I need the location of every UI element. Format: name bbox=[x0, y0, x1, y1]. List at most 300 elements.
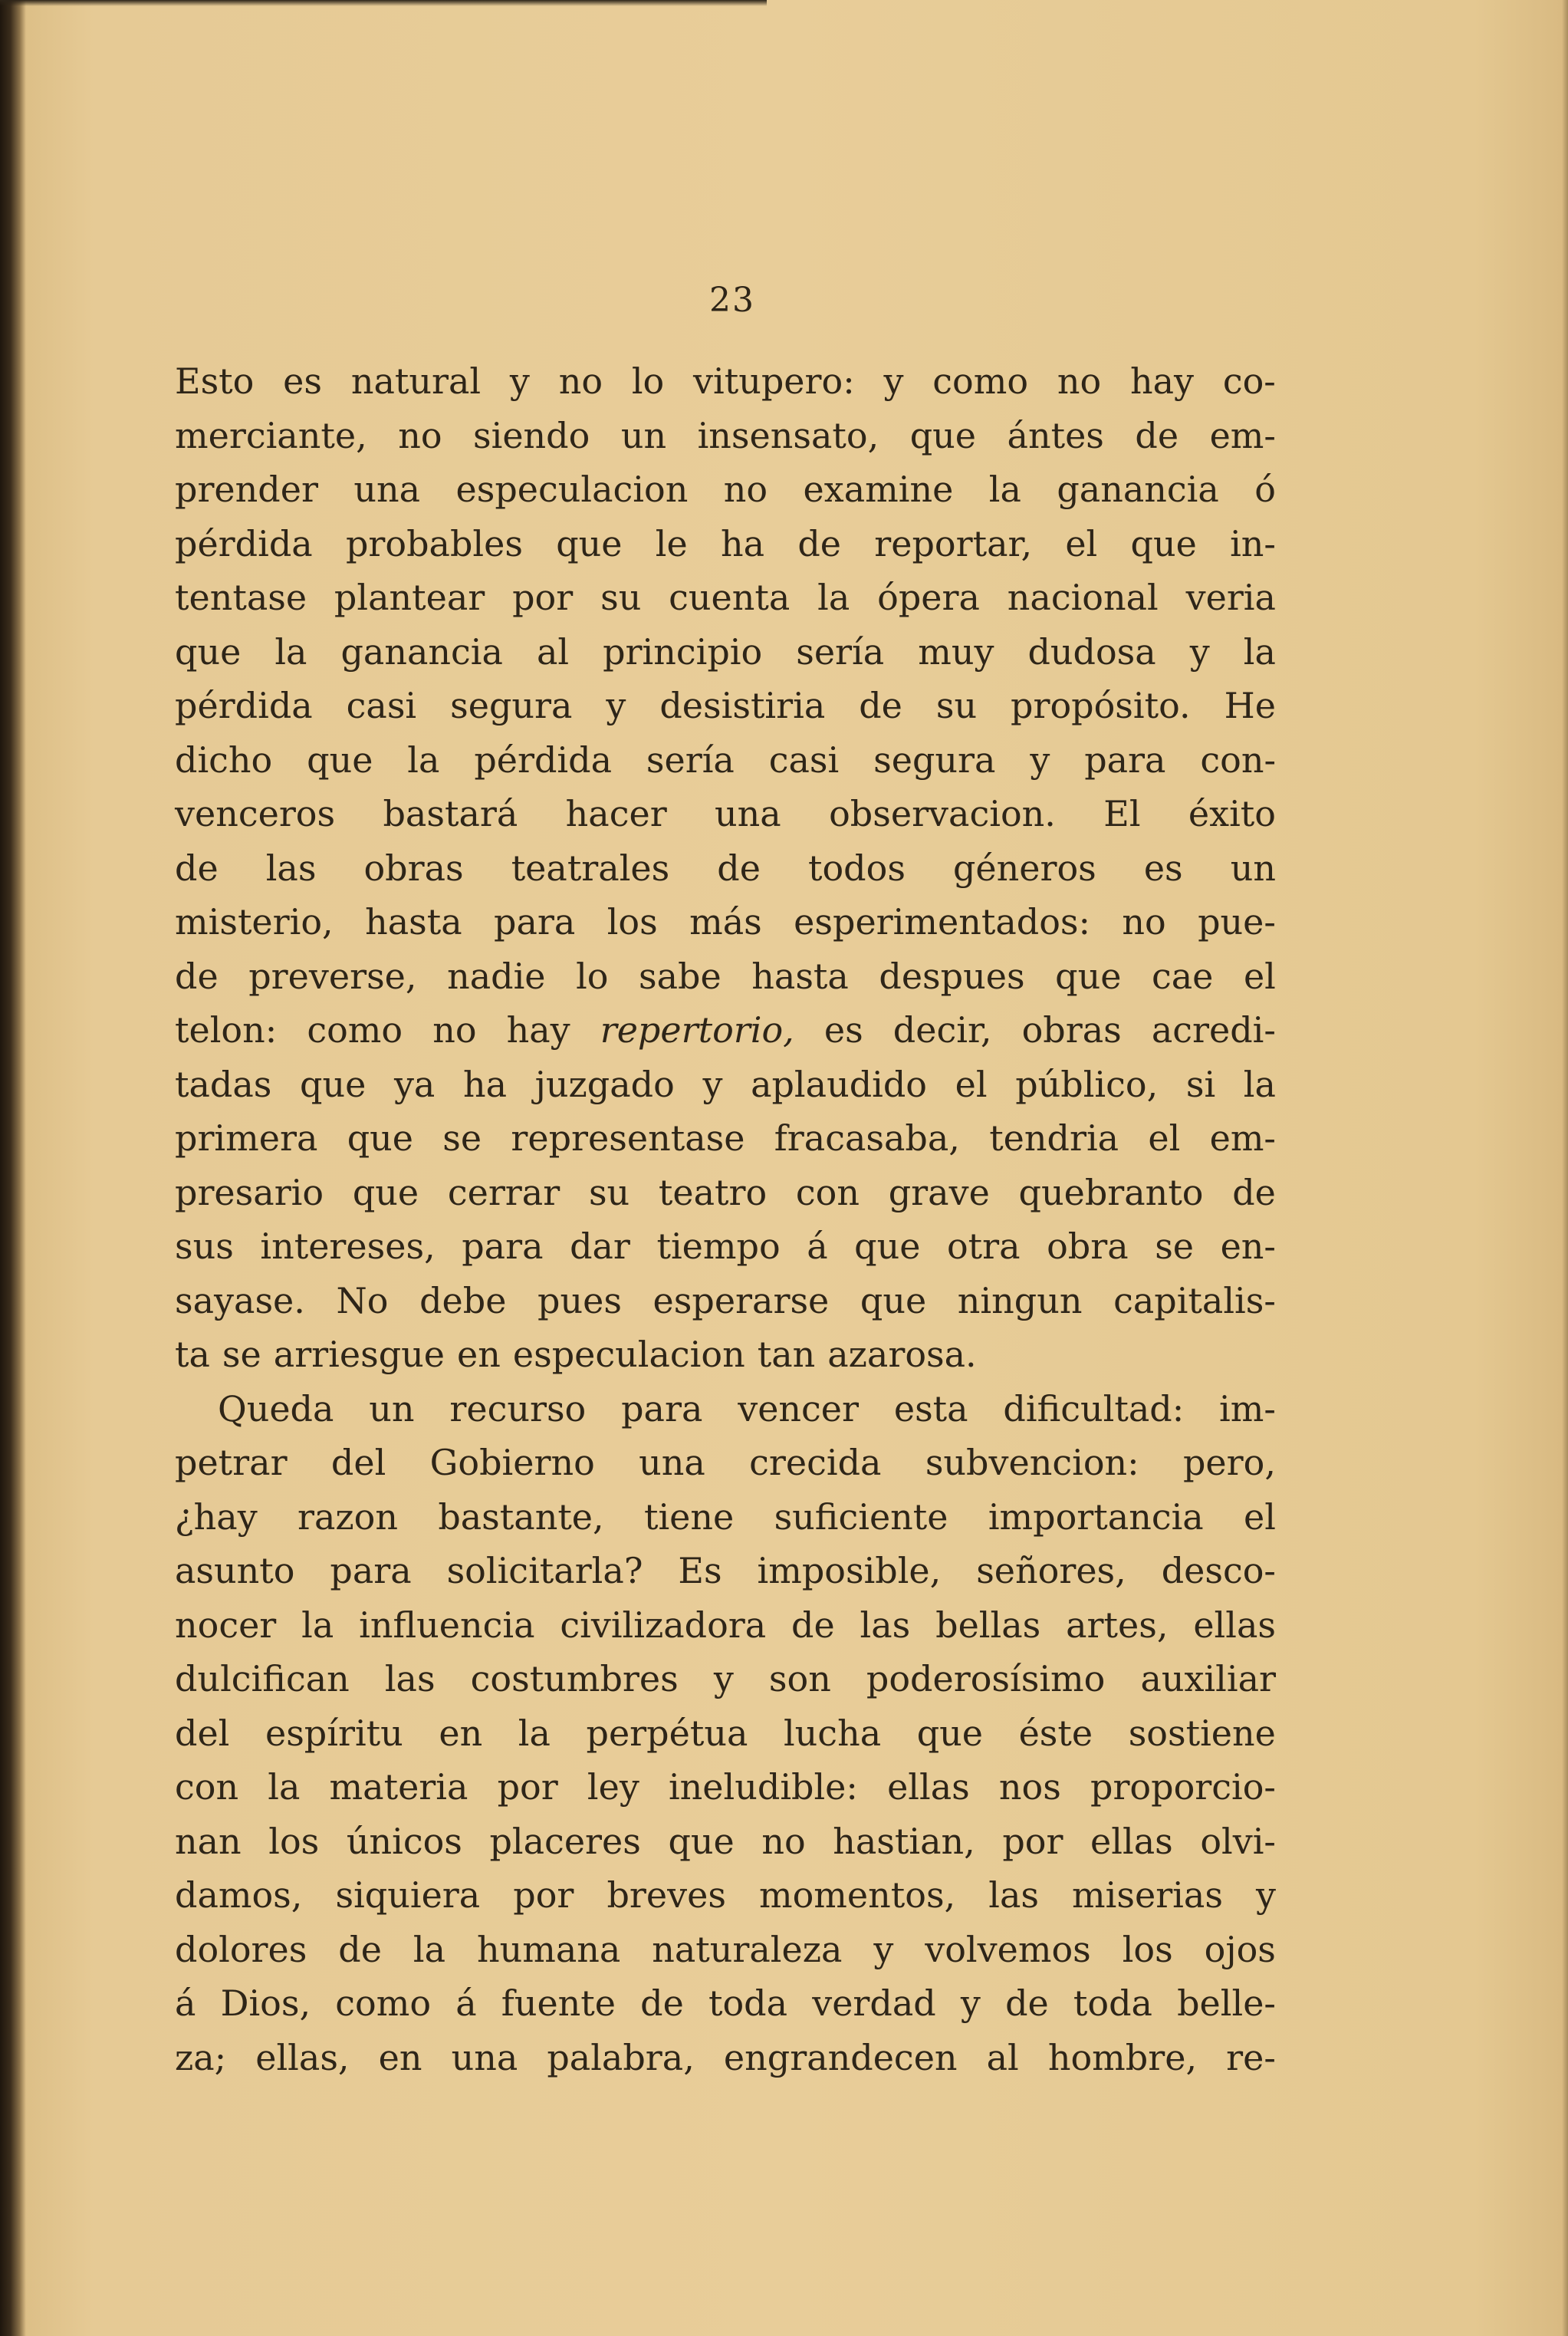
word: un bbox=[369, 1387, 415, 1430]
word: de bbox=[1005, 1982, 1049, 2024]
text-line bbox=[175, 1815, 1276, 1869]
text-line bbox=[175, 1544, 1276, 1598]
word: ópera bbox=[877, 577, 980, 618]
word: que bbox=[347, 1117, 413, 1159]
word: el bbox=[1244, 1495, 1276, 1538]
word: el bbox=[955, 1063, 988, 1105]
word: za; bbox=[175, 2036, 227, 2078]
word: sería bbox=[796, 630, 885, 673]
word: crecida bbox=[749, 1442, 882, 1483]
word: segura bbox=[873, 739, 996, 781]
word: pue- bbox=[1198, 901, 1276, 943]
word: las bbox=[860, 1604, 911, 1646]
italic-word: repertorio, bbox=[600, 1009, 794, 1051]
word: desistiria bbox=[659, 685, 826, 726]
word: casi bbox=[768, 739, 840, 781]
word: la bbox=[407, 739, 440, 781]
word: civilizadora bbox=[560, 1604, 767, 1646]
word: se bbox=[222, 1334, 261, 1375]
word: sayase. bbox=[175, 1279, 305, 1321]
word: tentase bbox=[175, 577, 307, 618]
word: Esto bbox=[175, 360, 255, 402]
word: fuente bbox=[501, 1982, 616, 2024]
word: ellas bbox=[887, 1766, 970, 1808]
word: primera bbox=[175, 1117, 318, 1159]
text-line bbox=[175, 1219, 1276, 1274]
word: público, bbox=[1015, 1063, 1159, 1105]
word: como bbox=[932, 360, 1029, 402]
word: los bbox=[1122, 1928, 1173, 1970]
word: dificultad: bbox=[1003, 1387, 1185, 1430]
word: verdad bbox=[812, 1982, 936, 2024]
word: misterio, bbox=[175, 901, 334, 943]
text-line bbox=[175, 787, 1276, 841]
word: no bbox=[723, 469, 768, 510]
word: acredi- bbox=[1151, 1009, 1276, 1051]
word: como bbox=[335, 1982, 432, 2024]
word: y bbox=[883, 360, 904, 402]
word: insensato, bbox=[697, 414, 879, 456]
word bbox=[600, 1003, 794, 1058]
word: representase bbox=[511, 1117, 745, 1159]
word: Queda bbox=[218, 1387, 334, 1430]
word: la bbox=[268, 1766, 301, 1808]
word: á bbox=[175, 1982, 196, 2024]
word: sería bbox=[646, 739, 735, 781]
word: arriesgue bbox=[273, 1334, 445, 1375]
word: son bbox=[768, 1658, 831, 1699]
word: un bbox=[620, 414, 667, 456]
word: se bbox=[1155, 1226, 1195, 1267]
word: plantear bbox=[334, 577, 485, 618]
word: en bbox=[378, 2036, 422, 2078]
word: éxito bbox=[1188, 793, 1276, 834]
word: no bbox=[558, 360, 603, 402]
word: es bbox=[823, 1009, 863, 1051]
word: tiempo bbox=[656, 1226, 781, 1267]
word: de bbox=[338, 1928, 382, 1970]
text-line bbox=[175, 1652, 1276, 1706]
binding-edge bbox=[0, 0, 26, 2336]
text-line bbox=[175, 1598, 1276, 1653]
word: pérdida bbox=[474, 739, 612, 781]
word: imposible, bbox=[757, 1550, 942, 1591]
word: ántes bbox=[1007, 414, 1104, 456]
text-line bbox=[175, 895, 1276, 949]
word: poderosísimo bbox=[866, 1658, 1106, 1699]
word: más bbox=[689, 901, 762, 943]
word: perpétua bbox=[586, 1712, 748, 1754]
word: que bbox=[352, 1171, 419, 1213]
word: el bbox=[1148, 1117, 1181, 1159]
word: no bbox=[432, 1009, 477, 1051]
word: la bbox=[817, 577, 850, 618]
word: re- bbox=[1226, 2036, 1276, 2078]
word: las bbox=[265, 847, 317, 889]
word: nocer bbox=[175, 1604, 277, 1646]
word: se bbox=[442, 1117, 482, 1159]
word: principio bbox=[603, 630, 763, 673]
word: todos bbox=[808, 847, 906, 889]
word: para bbox=[1084, 739, 1166, 781]
word: al bbox=[536, 630, 570, 673]
word: capitalis- bbox=[1113, 1279, 1276, 1321]
word: hasta bbox=[365, 901, 462, 943]
word: proporcio- bbox=[1090, 1766, 1276, 1808]
word: hacer bbox=[565, 793, 667, 834]
word: ¿hay bbox=[175, 1495, 258, 1538]
word: no bbox=[761, 1820, 806, 1862]
word: y bbox=[960, 1982, 981, 2024]
word: breves bbox=[606, 1874, 726, 1916]
word: especulacion bbox=[455, 469, 689, 510]
word: no bbox=[1057, 360, 1102, 402]
word: su bbox=[935, 685, 978, 726]
word: dicho bbox=[175, 739, 273, 781]
word: ha bbox=[720, 522, 765, 564]
word: y bbox=[1030, 739, 1050, 781]
word: examine bbox=[803, 469, 954, 510]
word: desco- bbox=[1161, 1550, 1276, 1591]
word: razon bbox=[297, 1495, 398, 1538]
word: el bbox=[1243, 955, 1276, 997]
word: una bbox=[451, 2036, 518, 2078]
word: no bbox=[398, 414, 442, 456]
word: placeres bbox=[489, 1820, 641, 1862]
word: dolores bbox=[175, 1928, 307, 1970]
word: pérdida bbox=[175, 522, 313, 564]
word: tiene bbox=[643, 1495, 735, 1538]
word: momentos, bbox=[758, 1874, 956, 1916]
word: pues bbox=[537, 1279, 622, 1321]
word: que bbox=[909, 414, 977, 456]
word: dudosa bbox=[1027, 630, 1156, 673]
word: siquiera bbox=[335, 1874, 481, 1916]
right-edge-shadow bbox=[1562, 0, 1568, 2336]
body-text bbox=[175, 354, 1276, 2084]
word: toda bbox=[708, 1982, 788, 2024]
word: de bbox=[797, 522, 841, 564]
word: y bbox=[606, 685, 626, 726]
word: que bbox=[668, 1820, 735, 1862]
text-line bbox=[175, 354, 1276, 409]
word: ley bbox=[587, 1766, 639, 1808]
word: especulacion bbox=[512, 1334, 745, 1375]
word: es bbox=[283, 360, 323, 402]
word: no bbox=[1122, 901, 1166, 943]
word: veria bbox=[1185, 577, 1276, 618]
word: tendria bbox=[989, 1117, 1119, 1159]
word: ta bbox=[175, 1334, 210, 1375]
word: una bbox=[639, 1442, 705, 1483]
word: bastante, bbox=[438, 1495, 604, 1538]
word: ellas bbox=[1193, 1604, 1276, 1646]
word: in- bbox=[1230, 522, 1276, 564]
word: aplaudido bbox=[751, 1063, 927, 1105]
word: que bbox=[307, 739, 373, 781]
word: engrandecen bbox=[723, 2036, 958, 2078]
word: ganancia bbox=[340, 630, 503, 673]
text-line bbox=[175, 625, 1276, 679]
word: una bbox=[353, 469, 421, 510]
word: miserias bbox=[1072, 1874, 1223, 1916]
word: obra bbox=[1047, 1226, 1129, 1267]
word: por bbox=[512, 577, 574, 618]
text-line bbox=[175, 679, 1276, 733]
word: prender bbox=[175, 469, 318, 510]
word: telon: bbox=[175, 1009, 278, 1051]
word: y bbox=[702, 1063, 723, 1105]
word: vencer bbox=[738, 1387, 860, 1430]
word: hay bbox=[1130, 360, 1195, 402]
word: quebranto bbox=[1018, 1171, 1204, 1213]
word: teatro bbox=[658, 1171, 768, 1213]
word: cae bbox=[1151, 955, 1214, 997]
word: siendo bbox=[473, 414, 590, 456]
text-line bbox=[175, 1868, 1276, 1923]
word: que bbox=[300, 1063, 367, 1105]
word: la bbox=[1243, 1063, 1276, 1105]
word: azarosa. bbox=[827, 1334, 977, 1375]
word: asunto bbox=[175, 1550, 295, 1591]
word: No bbox=[336, 1279, 389, 1321]
word: nacional bbox=[1007, 577, 1159, 618]
word: al bbox=[986, 2036, 1019, 2078]
word: casi bbox=[346, 685, 417, 726]
word: señores, bbox=[976, 1550, 1126, 1591]
word: nan bbox=[175, 1820, 242, 1862]
word: esperimentados: bbox=[794, 901, 1090, 943]
word: en bbox=[457, 1334, 501, 1375]
word: que bbox=[556, 522, 623, 564]
word: y bbox=[1255, 1874, 1276, 1916]
word: á bbox=[455, 1982, 477, 2024]
word: em- bbox=[1209, 414, 1276, 456]
word: del bbox=[175, 1712, 230, 1754]
text-line bbox=[175, 1382, 1276, 1436]
word: esta bbox=[893, 1387, 968, 1430]
word: segura bbox=[450, 685, 573, 726]
word: los bbox=[268, 1820, 320, 1862]
text-line bbox=[175, 1274, 1276, 1328]
word: bellas bbox=[935, 1604, 1041, 1646]
word: en- bbox=[1220, 1226, 1276, 1267]
word: hombre, bbox=[1047, 2036, 1198, 2078]
word: del bbox=[330, 1442, 386, 1483]
word: su bbox=[600, 577, 642, 618]
word: sostiene bbox=[1128, 1712, 1276, 1754]
word: de bbox=[175, 955, 219, 997]
text-line bbox=[175, 462, 1276, 517]
word: la bbox=[274, 630, 307, 673]
word: que bbox=[1130, 522, 1197, 564]
word: debe bbox=[419, 1279, 507, 1321]
word: suficiente bbox=[774, 1495, 948, 1538]
word: y bbox=[873, 1928, 894, 1970]
text-line bbox=[175, 733, 1276, 788]
text-line bbox=[175, 1328, 1276, 1382]
word: que bbox=[854, 1226, 921, 1267]
word: bastará bbox=[383, 793, 518, 834]
word: Dios, bbox=[220, 1982, 311, 2024]
word: ningun bbox=[957, 1279, 1083, 1321]
word: lo bbox=[576, 955, 609, 997]
page-number: 23 bbox=[709, 281, 755, 320]
word: únicos bbox=[346, 1820, 462, 1862]
word: dulcifican bbox=[175, 1658, 350, 1699]
word: obras bbox=[363, 847, 464, 889]
word: cuenta bbox=[669, 577, 791, 618]
word: para bbox=[621, 1387, 703, 1430]
word: y bbox=[713, 1658, 734, 1699]
word: por bbox=[1002, 1820, 1063, 1862]
word: subvencion: bbox=[925, 1442, 1139, 1483]
word: ó bbox=[1254, 469, 1276, 510]
text-line bbox=[175, 1058, 1276, 1112]
word: ellas bbox=[1090, 1820, 1173, 1862]
word: Es bbox=[678, 1550, 722, 1591]
word: por bbox=[513, 1874, 574, 1916]
word: im- bbox=[1219, 1387, 1276, 1430]
word: ganancia bbox=[1057, 469, 1219, 510]
word: nos bbox=[998, 1766, 1061, 1808]
text-line bbox=[175, 1923, 1276, 1977]
word: por bbox=[497, 1766, 558, 1808]
text-line bbox=[175, 2031, 1276, 2085]
word: vitupero: bbox=[693, 360, 855, 402]
word: de bbox=[1135, 414, 1179, 456]
word: sus bbox=[175, 1226, 234, 1267]
word: artes, bbox=[1066, 1604, 1169, 1646]
word: preverse, bbox=[248, 955, 417, 997]
word: fracasaba, bbox=[774, 1117, 960, 1159]
word: damos, bbox=[175, 1874, 303, 1916]
word: merciante, bbox=[175, 414, 367, 456]
text-line bbox=[175, 571, 1276, 625]
text-line bbox=[175, 1436, 1276, 1490]
word: otra bbox=[946, 1226, 1021, 1267]
word: es bbox=[1143, 847, 1183, 889]
word: ellas, bbox=[255, 2036, 350, 2078]
word: probables bbox=[345, 522, 523, 564]
word: los bbox=[606, 901, 658, 943]
word: que bbox=[175, 630, 242, 673]
word: ineludible: bbox=[668, 1766, 858, 1808]
word: naturaleza bbox=[652, 1928, 843, 1970]
word: recurso bbox=[449, 1387, 587, 1430]
word: nadie bbox=[447, 955, 546, 997]
word: en bbox=[439, 1712, 483, 1754]
word: co- bbox=[1222, 360, 1276, 402]
word: dar bbox=[570, 1226, 630, 1267]
word: presario bbox=[175, 1171, 324, 1213]
word: tadas bbox=[175, 1063, 272, 1105]
word: sabe bbox=[639, 955, 722, 997]
text-line bbox=[175, 949, 1276, 1004]
word: lucha bbox=[783, 1712, 882, 1754]
word: con- bbox=[1200, 739, 1276, 781]
word: para bbox=[494, 901, 576, 943]
word: para bbox=[330, 1550, 412, 1591]
word: si bbox=[1185, 1063, 1216, 1105]
word: y bbox=[509, 360, 530, 402]
word: hastian, bbox=[833, 1820, 975, 1862]
word: ha bbox=[462, 1063, 508, 1105]
word: He bbox=[1224, 685, 1276, 726]
word: Gobierno bbox=[429, 1442, 595, 1483]
top-edge-shadow bbox=[0, 0, 767, 6]
word: propósito. bbox=[1011, 685, 1191, 726]
word: con bbox=[175, 1766, 239, 1808]
word: tan bbox=[757, 1334, 816, 1375]
word: y bbox=[1189, 630, 1210, 673]
word: El bbox=[1103, 793, 1141, 834]
word: hay bbox=[506, 1009, 570, 1051]
word: á bbox=[807, 1226, 828, 1267]
word: las bbox=[384, 1658, 436, 1699]
text-line bbox=[175, 1760, 1276, 1815]
word: espíritu bbox=[265, 1712, 403, 1754]
text-line bbox=[175, 1490, 1276, 1545]
word: venceros bbox=[175, 793, 336, 834]
word: palabra, bbox=[547, 2036, 695, 2078]
word: despues bbox=[879, 955, 1025, 997]
word: un bbox=[1230, 847, 1276, 889]
word: que bbox=[916, 1712, 983, 1754]
text-line bbox=[175, 409, 1276, 463]
word: éste bbox=[1018, 1712, 1093, 1754]
word: la bbox=[988, 469, 1021, 510]
word: reportar, bbox=[874, 522, 1033, 564]
word: decir, bbox=[892, 1009, 992, 1051]
text-line bbox=[175, 1706, 1276, 1761]
text-line bbox=[175, 1003, 1276, 1058]
word: de bbox=[640, 1982, 684, 2024]
text-line bbox=[175, 1166, 1276, 1220]
word: toda bbox=[1073, 1982, 1152, 2024]
word: juzgado bbox=[534, 1063, 675, 1105]
word: le bbox=[655, 522, 688, 564]
word: de bbox=[791, 1604, 835, 1646]
word: observacion. bbox=[829, 793, 1056, 834]
word: ya bbox=[393, 1063, 436, 1105]
word: la bbox=[301, 1604, 334, 1646]
word: géneros bbox=[952, 847, 1096, 889]
word: que bbox=[860, 1279, 927, 1321]
word: materia bbox=[329, 1766, 468, 1808]
word: el bbox=[1065, 522, 1098, 564]
word: de bbox=[859, 685, 902, 726]
word: humana bbox=[476, 1928, 621, 1970]
word: las bbox=[988, 1874, 1039, 1916]
word: con bbox=[795, 1171, 860, 1213]
word: como bbox=[307, 1009, 403, 1051]
word: volvemos bbox=[925, 1928, 1091, 1970]
word: ojos bbox=[1204, 1928, 1276, 1970]
word: solicitarla? bbox=[446, 1550, 643, 1591]
word: olvi- bbox=[1200, 1820, 1276, 1862]
word: que bbox=[1055, 955, 1122, 997]
word: esperarse bbox=[653, 1279, 830, 1321]
word: pero, bbox=[1182, 1442, 1276, 1483]
word: lo bbox=[631, 360, 665, 402]
word: hasta bbox=[751, 955, 849, 997]
word: la bbox=[1243, 630, 1276, 673]
word: obras bbox=[1021, 1009, 1122, 1051]
word: grave bbox=[888, 1171, 990, 1213]
word: pérdida bbox=[175, 685, 313, 726]
text-line bbox=[175, 1111, 1276, 1166]
